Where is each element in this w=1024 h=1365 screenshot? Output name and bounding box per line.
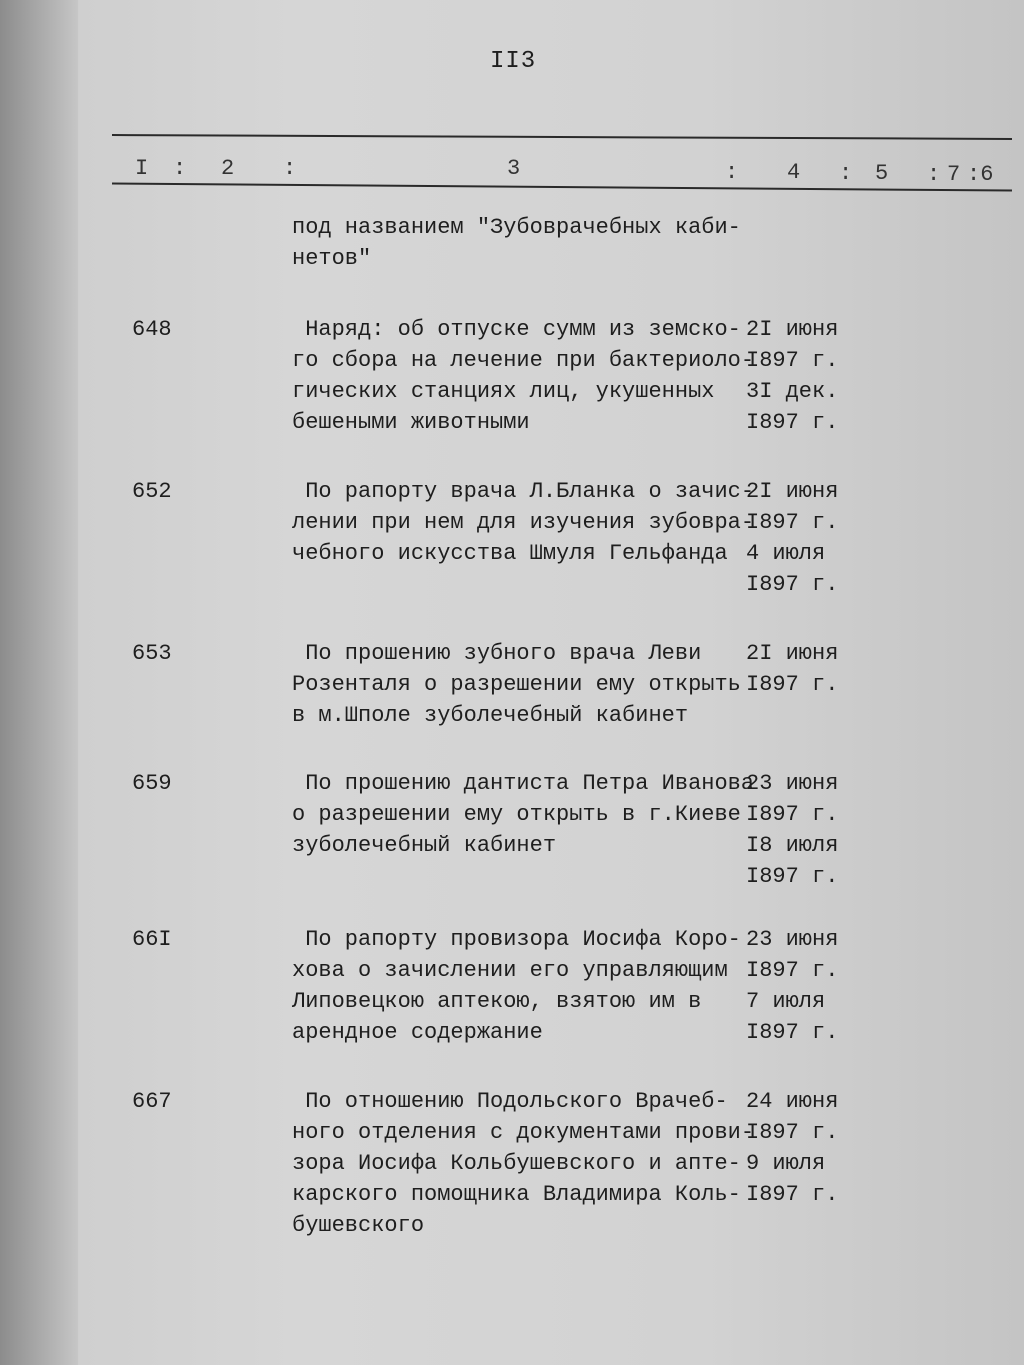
binding-gutter — [0, 0, 78, 1365]
entry-number: 648 — [132, 317, 172, 342]
date-line: 2I июня — [746, 479, 839, 504]
column-header-7: 7 — [947, 162, 961, 187]
description-line: нетов" — [292, 246, 372, 271]
date-line: I897 г. — [746, 1182, 839, 1207]
description-line: По рапорту врача Л.Бланка о зачис- — [292, 479, 755, 504]
entry-description — [292, 476, 754, 569]
date-line: I897 г. — [746, 672, 839, 697]
date-line: 3I дек. — [746, 379, 839, 404]
description-line: По отношению Подольского Врачеб- — [292, 1089, 728, 1114]
column-separator: : — [725, 160, 739, 185]
date-line: 2I июня — [746, 641, 839, 666]
column-separator: : — [173, 156, 187, 181]
description-line: Наряд: об отпуске сумм из земско- — [292, 317, 741, 342]
entry-description — [292, 1086, 754, 1241]
date-line: I897 г. — [746, 1120, 839, 1145]
date-line: I897 г. — [746, 572, 839, 597]
column-header-3: 3 — [507, 156, 521, 181]
date-line: I897 г. — [746, 348, 839, 373]
description-line: хова о зачислении его управляющим — [292, 958, 728, 983]
entry-dates — [746, 638, 838, 700]
description-line: По прошению зубного врача Леви — [292, 641, 702, 666]
entry-dates — [746, 768, 838, 892]
date-line: 7 июля — [746, 989, 826, 1014]
column-separator: : — [927, 162, 941, 187]
description-line: По прошению дантиста Петра Иванова — [292, 771, 755, 796]
description-line: гических станциях лиц, укушенных — [292, 379, 715, 404]
description-line: ного отделения с документами прови- — [292, 1120, 755, 1145]
date-line: 24 июня — [746, 1089, 839, 1114]
description-line: зуболечебный кабинет — [292, 833, 557, 858]
description-line: чебного искусства Шмуля Гельфанда — [292, 541, 728, 566]
entry-description — [292, 314, 754, 438]
description-line: По рапорту провизора Иосифа Коро- — [292, 927, 741, 952]
description-line: о разрешении ему открыть в г.Киеве — [292, 802, 741, 827]
entry-dates — [746, 1086, 838, 1210]
description-line: бешеными животными — [292, 410, 530, 435]
description-line: зора Иосифа Кольбушевского и апте- — [292, 1151, 741, 1176]
description-line: лении при нем для изучения зубовра- — [292, 510, 755, 535]
entry-number: 667 — [132, 1089, 172, 1114]
entry-dates — [746, 314, 838, 438]
column-separator: : — [839, 161, 853, 186]
entry-number: 66I — [132, 927, 172, 952]
date-line: I897 г. — [746, 1020, 839, 1045]
description-line: го сбора на лечение при бактериоло- — [292, 348, 755, 373]
column-header-5: 5 — [875, 161, 889, 186]
column-header-6: :6 — [967, 162, 994, 187]
entry-description — [292, 768, 754, 861]
entry-description — [292, 638, 741, 731]
entry-description — [292, 924, 741, 1048]
column-header-1: I — [135, 156, 149, 181]
date-line: I897 г. — [746, 410, 839, 435]
header-top-rule — [112, 134, 1012, 140]
column-header-2: 2 — [221, 156, 235, 181]
entry-dates — [746, 476, 838, 600]
date-line: I8 июля — [746, 833, 839, 858]
page-number: II3 — [490, 48, 537, 75]
date-line: 23 июня — [746, 927, 839, 952]
description-line: арендное содержание — [292, 1020, 543, 1045]
column-header-4: 4 — [787, 160, 801, 185]
date-line: I897 г. — [746, 864, 839, 889]
date-line: I897 г. — [746, 958, 839, 983]
entry-number: 659 — [132, 771, 172, 796]
description-line: бушевского — [292, 1213, 425, 1238]
date-line: 23 июня — [746, 771, 839, 796]
entry-description — [292, 212, 741, 274]
description-line: под названием "Зубоврачебных каби- — [292, 215, 741, 240]
date-line: 2I июня — [746, 317, 839, 342]
description-line: Розенталя о разрешении ему открыть — [292, 672, 741, 697]
date-line: 9 июля — [746, 1151, 826, 1176]
date-line: 4 июля — [746, 541, 826, 566]
entry-number: 653 — [132, 641, 172, 666]
entry-number: 652 — [132, 479, 172, 504]
date-line: I897 г. — [746, 510, 839, 535]
column-separator: : — [283, 156, 297, 181]
description-line: в м.Шполе зуболечебный кабинет — [292, 703, 689, 728]
date-line: I897 г. — [746, 802, 839, 827]
entry-dates — [746, 924, 838, 1048]
description-line: карского помощника Владимира Коль- — [292, 1182, 741, 1207]
description-line: Липовецкою аптекою, взятою им в — [292, 989, 702, 1014]
